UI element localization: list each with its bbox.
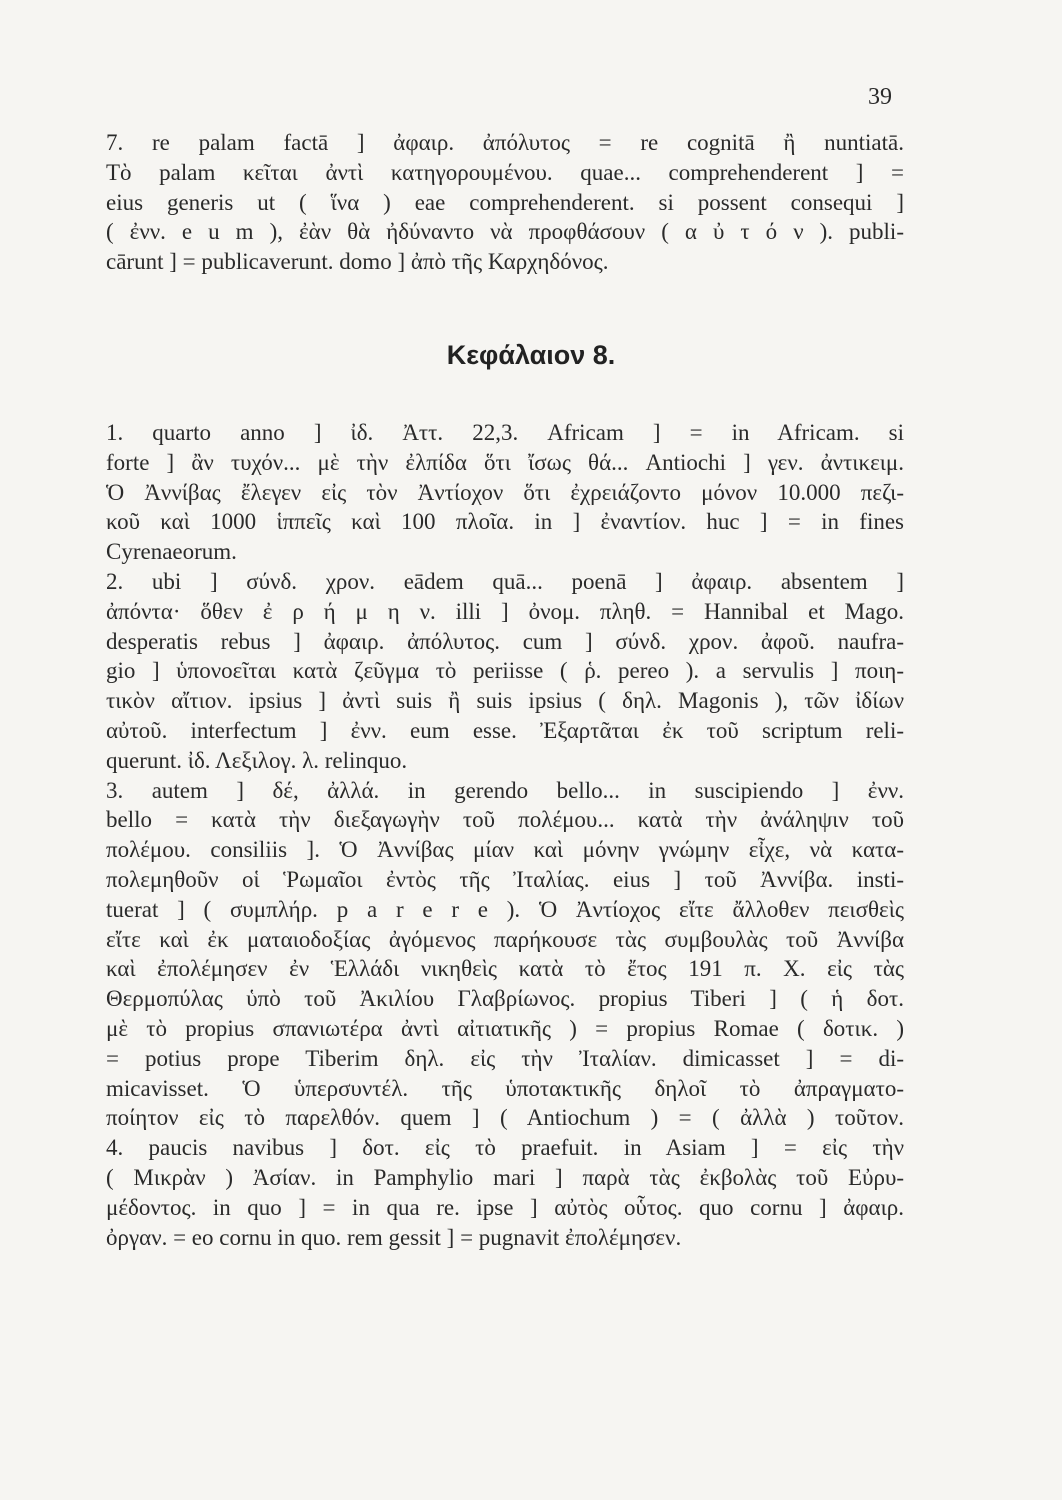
text-line: cārunt ] = publicaverunt. domo ] ἀπὸ τῆς Καρχηδόνος. — [106, 249, 609, 275]
text-line: πολέμου. consiliis ]. Ὁ Ἀννίβας μίαν καὶ μόνην γνώμην εἶχε, νὰ κατα- — [106, 837, 904, 863]
text-line: μέδοντος. in quo ] = in qua re. ipse ] αὐτὸς οὗτος. quo cornu ] ἀφαιρ. — [106, 1194, 904, 1220]
text-line: = potius prope Tiberim δηλ. εἰς τὴν Ἰταλίαν. dimicasset ] = di- — [106, 1045, 904, 1071]
text-line: 1. quarto anno ] ἰδ. Ἀττ. 22,3. Africam ] = in Africam. si — [106, 420, 904, 445]
text-line: micavisset. Ὁ ὑπερσυντέλ. τῆς ὑποτακτικῆς δηλοῖ τὸ ἀπραγματο- — [106, 1075, 904, 1101]
text-line: τικὸν αἴτιον. ipsius ] ἀντὶ suis ἢ suis ipsius ( δηλ. Magonis ), τῶν ἰδίων — [106, 688, 904, 714]
page-number: 39 — [868, 84, 892, 110]
text-line: gio ] ὑπονοεῖται κατὰ ζεῦγμα τὸ periisse ( ῥ. pereo ). a servulis ] ποιη- — [106, 658, 904, 684]
text-line: Τὸ palam κεῖται ἀντὶ κατηγορουμένου. quae... comprehenderent ] = — [106, 159, 904, 185]
text-line: ποίητον εἰς τὸ παρελθόν. quem ] ( Antiochum ) = ( ἀλλὰ ) τοῦτον. — [106, 1105, 904, 1131]
text-line: καὶ ἐπολέμησεν ἐν Ἑλλάδι νικηθεὶς κατὰ τὸ ἔτος 191 π. Χ. εἰς τὰς — [106, 956, 904, 982]
text-line: desperatis rebus ] ἀφαιρ. ἀπόλυτος. cum ] σύνδ. χρον. ἀφοῦ. naufra- — [106, 628, 904, 654]
text-line: 7. re palam factā ] ἀφαιρ. ἀπόλυτος = re cognitā ἢ nuntiatā. — [106, 130, 904, 155]
text-line: tuerat ] ( συμπλήρ. p a r e r e ). Ὁ Ἀντίοχος εἴτε ἄλλοθεν πεισθεὶς — [106, 896, 904, 922]
text-line: ( ἐνν. e u m ), ἐὰν θὰ ἠδύναντο νὰ προφθάσουν ( α ὐ τ ό ν ). publi- — [106, 219, 904, 245]
text-line: πολεμηθοῦν οἱ Ῥωμαῖοι ἐντὸς τῆς Ἰταλίας. eius ] τοῦ Ἀννίβα. insti- — [106, 866, 904, 892]
text-line: κοῦ καὶ 1000 ἱππεῖς καὶ 100 πλοῖα. in ] ἐναντίον. huc ] = in fines — [106, 509, 904, 535]
text-line: ὀργαν. = eo cornu in quo. rem gessit ] = pugnavit ἐπολέμησεν. — [106, 1224, 682, 1250]
chapter-heading: Κεφάλαιον 8. — [446, 340, 616, 370]
text-line: eius generis ut ( ἵνα ) eae comprehenderent. si possent consequi ] — [106, 189, 904, 215]
text-line: ἀπόντα· ὅθεν ἐ ρ ή μ η ν. illi ] ὀνομ. πληθ. = Hannibal et Mago. — [106, 598, 904, 624]
text-line: Ὁ Ἀννίβας ἔλεγεν εἰς τὸν Ἀντίοχον ὅτι ἐχρειάζοντο μόνον 10.000 πεζι- — [106, 479, 904, 505]
text-line: 3. autem ] δέ, ἀλλά. in gerendo bello... in suscipiendo ] ἐνν. — [106, 777, 904, 803]
text-line: αὐτοῦ. interfectum ] ἐνν. eum esse. Ἐξαρτᾶται ἐκ τοῦ scriptum reli- — [106, 717, 904, 743]
text-line: querunt. ἰδ. Λεξιλογ. λ. relinquo. — [106, 747, 408, 773]
text-line: Cyrenaeorum. — [106, 539, 237, 565]
text-line: Θερμοπύλας ὑπὸ τοῦ Ἀκιλίου Γλαβρίωνος. propius Tiberi ] ( ἡ δοτ. — [106, 986, 904, 1012]
text-line: μὲ τὸ propius σπανιωτέρα ἀντὶ αἰτιατικῆς ) = propius Romae ( δοτικ. ) — [106, 1015, 904, 1041]
text-block-chapter-7 — [106, 128, 904, 277]
text-line: εἴτε καὶ ἐκ ματαιοδοξίας ἀγόμενος παρήκουσε τὰς συμβουλὰς τοῦ Ἀννίβα — [106, 926, 904, 952]
text-line: ( Μικρὰν ) Ἀσίαν. in Pamphylio mari ] παρὰ τὰς ἐκβολὰς τοῦ Εὐρυ- — [106, 1164, 904, 1190]
text-line: 2. ubi ] σύνδ. χρον. eādem quā... poenā ] ἀφαιρ. absentem ] — [106, 568, 904, 594]
text-block-chapter-8 — [106, 418, 904, 1252]
text-line: forte ] ἂν τυχόν... μὲ τὴν ἐλπίδα ὅτι ἴσως θά... Antiochi ] γεν. ἀντικειμ. — [106, 449, 904, 475]
text-line: bello = κατὰ τὴν διεξαγωγὴν τοῦ πολέμου... κατὰ τὴν ἀνάληψιν τοῦ — [106, 807, 904, 833]
text-line: 4. paucis navibus ] δοτ. εἰς τὸ praefuit. in Asiam ] = εἰς τὴν — [106, 1135, 904, 1161]
